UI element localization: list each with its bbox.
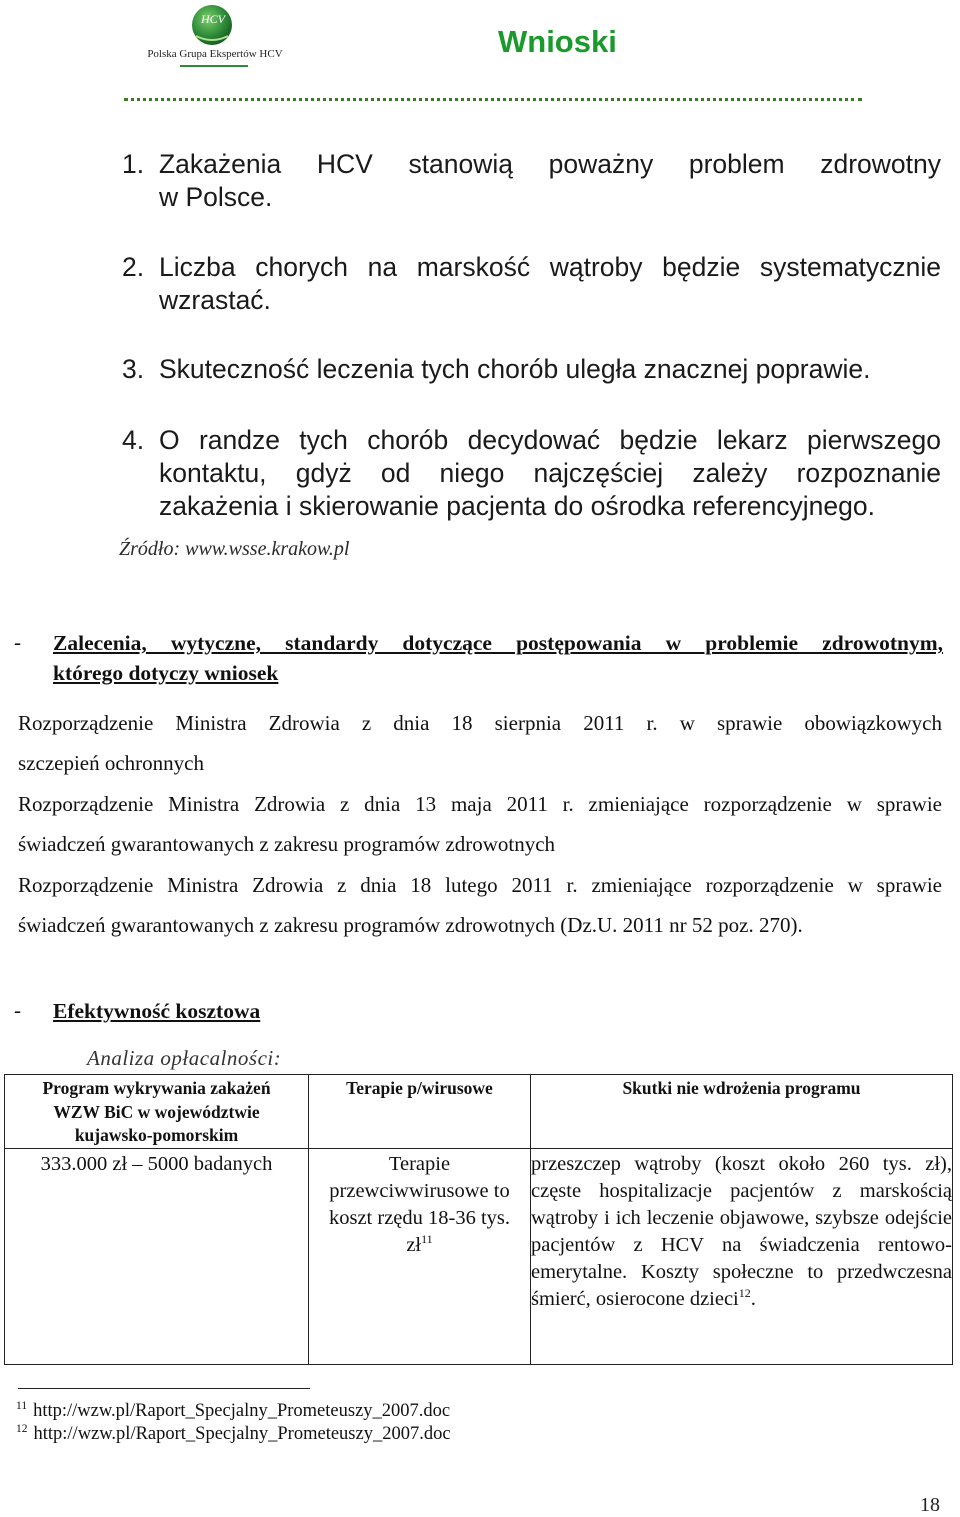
footnote-ref: 11: [421, 1231, 433, 1246]
therapy-text: Terapie przewciwwirusowe to koszt rzędu 18-36 tys. zł: [328, 1152, 511, 1256]
list-dash: -: [14, 630, 21, 654]
conclusion-item-1: [0, 148, 960, 216]
conclusion-text-line: Skuteczność leczenia tych chorób uległa znacznej poprawie.: [159, 354, 871, 384]
conclusion-item-4: [0, 424, 960, 526]
regulation-line: świadczeń gwarantowanych z zakresu programów zdrowotnych: [18, 832, 556, 856]
table-header-cell: Program wykrywania zakażeń WZW BiC w województwie kujawsko-pomorskim: [5, 1075, 309, 1149]
regulation-line: szczepień ochronnych: [18, 751, 204, 775]
guidelines-heading-line: którego dotyczy wniosek: [53, 661, 279, 685]
conclusion-text-line: Liczba chorych na marskość wątroby będzie systematycznie: [159, 252, 941, 282]
regulation-line: Rozporządzenie Ministra Zdrowia z dnia 18 sierpnia 2011 r. w sprawie obowiązkowych: [18, 711, 942, 735]
footnote-number: 12: [16, 1423, 28, 1435]
table-header-cell: Skutki nie wdrożenia programu: [531, 1075, 953, 1149]
regulation-line: Rozporządzenie Ministra Zdrowia z dnia 18 lutego 2011 r. zmieniające rozporządzenie w sprawie: [18, 873, 942, 897]
page-title: Wnioski: [498, 24, 617, 59]
footnote-number: 11: [16, 1400, 28, 1412]
conclusion-number: 1.: [122, 149, 145, 179]
table-cell: 333.000 zł – 5000 badanych: [5, 1148, 309, 1364]
footnote: [16, 1400, 450, 1422]
source-note: Źródło: www.wsse.krakow.pl: [119, 538, 350, 560]
logo-badge-text: HCV: [201, 12, 225, 26]
effects-text: przeszczep wątroby (koszt około 260 tys. zł), częste hospitalizacje pacjentów z marskością wątroby i ich leczenie objawowe, szybsze odejście pacjentów z HCV na świadczenia rentowo-emerytalne. Koszty społeczne to przedwczesna śmierć, osierocone dzieci: [531, 1152, 952, 1310]
effects-text-end: .: [750, 1287, 756, 1310]
cost-analysis-table: [4, 1074, 953, 1365]
conclusion-text-line: zakażenia i skierowanie pacjenta do ośrodka referencyjnego.: [159, 491, 875, 521]
table-header-cell: Terapie p/wirusowe: [309, 1075, 531, 1149]
page-number: 18: [920, 1494, 940, 1516]
logo-caption: Polska Grupa Ekspertów HCV: [147, 48, 283, 60]
footnote: [16, 1423, 451, 1445]
table-cell: [531, 1148, 953, 1364]
conclusion-item-2: [0, 251, 960, 319]
footnote-divider: [18, 1388, 310, 1389]
header-divider: [124, 98, 862, 101]
guidelines-heading-line: Zalecenia, wytyczne, standardy dotyczące postępowania w problemie zdrowotnym,: [53, 631, 943, 655]
list-dash: -: [14, 998, 21, 1022]
regulation-line: Rozporządzenie Ministra Zdrowia z dnia 13 maja 2011 r. zmieniające rozporządzenie w sprawie: [18, 792, 942, 816]
footnote-link[interactable]: http://wzw.pl/Raport_Specjalny_Prometeuszy_2007.doc: [33, 1401, 451, 1421]
regulation-line: świadczeń gwarantowanych z zakresu programów zdrowotnych (Dz.U. 2011 nr 52 poz. 270).: [18, 913, 803, 937]
conclusion-text-line: wzrastać.: [159, 285, 271, 315]
conclusion-number: 2.: [122, 252, 145, 282]
conclusion-number: 3.: [122, 354, 145, 384]
cost-heading: Efektywność kosztowa: [53, 999, 261, 1023]
conclusion-item-3: [0, 353, 960, 389]
conclusion-text-line: kontaktu, gdyż od niego najczęściej zależy rozpoznanie: [159, 458, 941, 488]
table-row: [5, 1148, 953, 1364]
footnote-ref: 12: [738, 1285, 751, 1300]
table-header-row: [5, 1075, 953, 1149]
conclusion-number: 4.: [122, 425, 145, 455]
conclusion-text-line: w Polsce.: [159, 182, 273, 212]
table-cell: [309, 1148, 531, 1364]
footnote-link[interactable]: http://wzw.pl/Raport_Specjalny_Prometeuszy_2007.doc: [33, 1424, 451, 1444]
conclusion-text-line: Zakażenia HCV stanowią poważny problem zdrowotny: [159, 149, 941, 179]
conclusion-text-line: O randze tych chorób decydować będzie lekarz pierwszego: [159, 425, 941, 455]
analysis-title: Analiza opłacalności:: [87, 1046, 282, 1070]
